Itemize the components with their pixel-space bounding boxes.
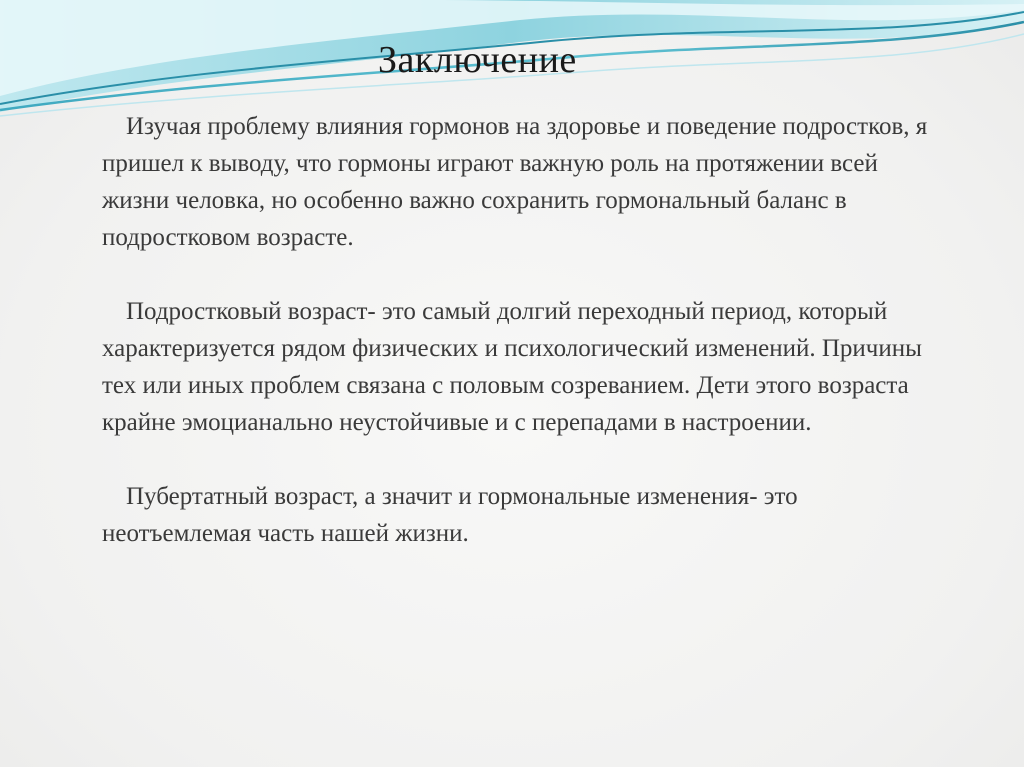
paragraph-3: Пубертатный возраст, а значит и гормональные изменения- это неотъемлемая часть нашей жизни. [102, 483, 798, 547]
slide-title: Заключение [378, 39, 577, 81]
paragraph-2: Подростковый возраст- это самый долгий переходный период, который характеризуется рядом физических и психологический изменений. Причины тех или иных проблем связана с половым созреванием. Дети этого возраста крайне эмоцианально неустойчивые и с перепадами в настроении. [102, 298, 922, 436]
paragraph-1: Изучая проблему влияния гормонов на здоровье и поведение подростков, я пришел к выводу, что гормоны играют важную роль на протяжении всей жизни человка, но особенно важно сохранить гормональный баланс в подростковом возрасте. [102, 113, 928, 251]
slide-body [102, 108, 932, 589]
